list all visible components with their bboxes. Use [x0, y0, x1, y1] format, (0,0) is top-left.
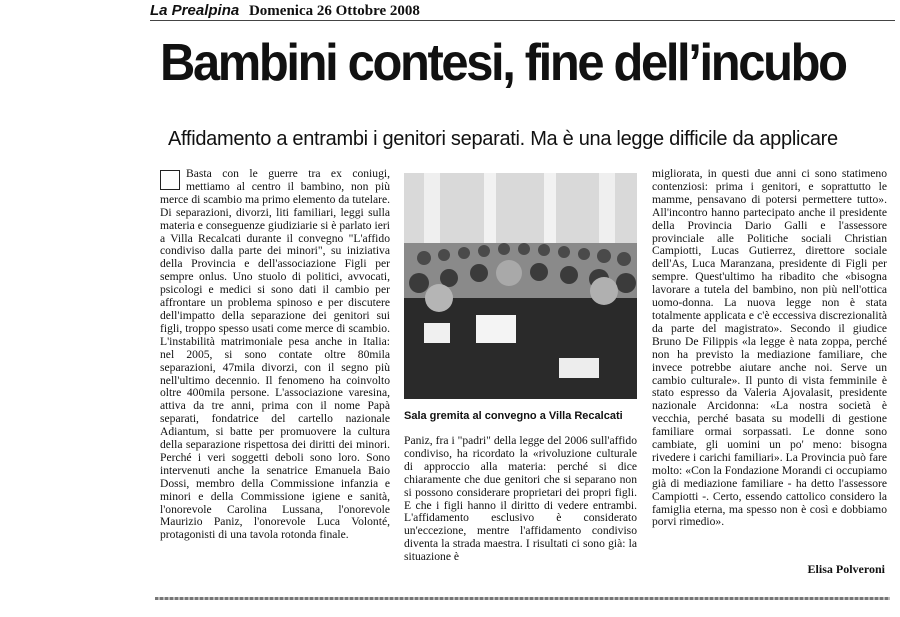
newspaper-name: La Prealpina	[150, 2, 240, 19]
section-box-icon	[160, 170, 180, 190]
conference-audience-photo	[404, 173, 637, 399]
header-rule	[150, 20, 895, 21]
photo-caption: Sala gremita al convegno a Villa Recalcati	[404, 410, 623, 422]
article-headline: Bambini contesi, fine dell’incubo	[160, 34, 846, 92]
article-photo	[404, 173, 637, 399]
column-1-text: Basta con le guerre tra ex coniugi, mettiamo al centro il bambino, non più merce di scambio ma primo elemento da tutelare. Di separazioni, divorzi, liti familiari, leggi sulla materia e conseguenze giudiziarie si è parlato ieri a Villa Recalcati durante il convegno "L'affido condiviso dalla parte dei minori", su iniziativa della Provincia e dell'associazione Figli per sempre onlus. Uno stuolo di politici, avvocati, psicologi e medici si sono dati il cambio per affrontare un problema spinoso e per discutere dell'impatto della separazione dei genitori sui figli, troppo spesso usati come merce di scambio. L'instabilità matrimoniale pesa anche in Italia: nel 2005, si sono contate oltre 80mila separazioni, 47mila divorzi, con il segno più nell'ultimo decennio. Il fenomeno ha coinvolto oltre 400mila persone. L'associazione varesina, attiva da tre anni, prima con il nome Papà separati, fondatrice del cartello nazionale Adiantum, si batte per promuovere la cultura della separazione rispettosa dei diritti dei minori. Perché i veri soggetti deboli sono loro. Sono intervenuti anche la senatrice Emanuela Baio Dossi, membro della Commissione infanzia e minori e della Commissione igiene e sanità, l'onorevole Carolina Lussana, l'onorevole Maurizio Paniz, l'onorevole Luca Volonté, protagonisti di una tavola rotonda finale.	[160, 168, 390, 542]
text-column-3: migliorata, in questi due anni ci sono statimeno contenziosi: prima i genitori, e soprattutto le mamme, pensavano di potersi permettere tutto». All'incontro hanno partecipato anche il presidente della Provincia Dario Galli e l'assessore provinciale alle Politiche sociali Christian Campiotti, Lucas Gutierrez, direttore sociale dell'As, Luca Maranzana, presidente di Figli per sempre. Quest'ultimo ha ribadito che «bisogna lavorare a tutela del bambino, non più nell'ottica uomo-donna. La nuova legge non è stata totalmente applicata e c'è eccessiva discrezionalità da parte del magistrato». Secondo il giudice Bruno De Filippis «la legge è nata zoppa, perché non ha previsto la mediazione familiare, che invece potrebbe aiutare anche noi. Serve un cambio culturale». Il punto di vista femminile è stato espresso da Valeria Ajovalasit, presidente nazionale Arcidonna: «La nostra società è vecchia, perché basata su modelli di gestione familiare ormai sorpassati. Le donne sono cambiate, gli uomini un po' meno: bisogna rivedere i carichi familiari». La Provincia può fare molto: «Con la Fondazione Morandi ci occupiamo già di mediazione familiare - ha detto l'assessore Campiotti -. Certo, essendo cattolico considero la famiglia eterna, ma spesso non è così e dobbiamo porvi rimedio».	[652, 168, 887, 529]
author-byline: Elisa Polveroni	[807, 562, 885, 576]
text-column-2: Paniz, fra i "padri" della legge del 2006 sull'affido condiviso, ha ricordato la «rivoluzione culturale di approccio alla materia: perché si dice chiaramente che due genitori che si separano non si possono considerare proprietari dei propri figli. E che i figli hanno il diritto di vedere entrambi. L'affidamento esclusivo è considerato un'eccezione, mentre l'affidamento condiviso diventa la strada maestra. I risultati ci sono già: la situazione è	[404, 435, 637, 564]
text-column-1	[160, 168, 390, 580]
article-subheadline: Affidamento a entrambi i genitori separati. Ma è una legge difficile da applicare	[168, 128, 838, 150]
issue-date: Domenica 26 Ottobre 2008	[248, 3, 420, 19]
masthead	[150, 2, 420, 20]
footer-rule	[155, 597, 890, 600]
